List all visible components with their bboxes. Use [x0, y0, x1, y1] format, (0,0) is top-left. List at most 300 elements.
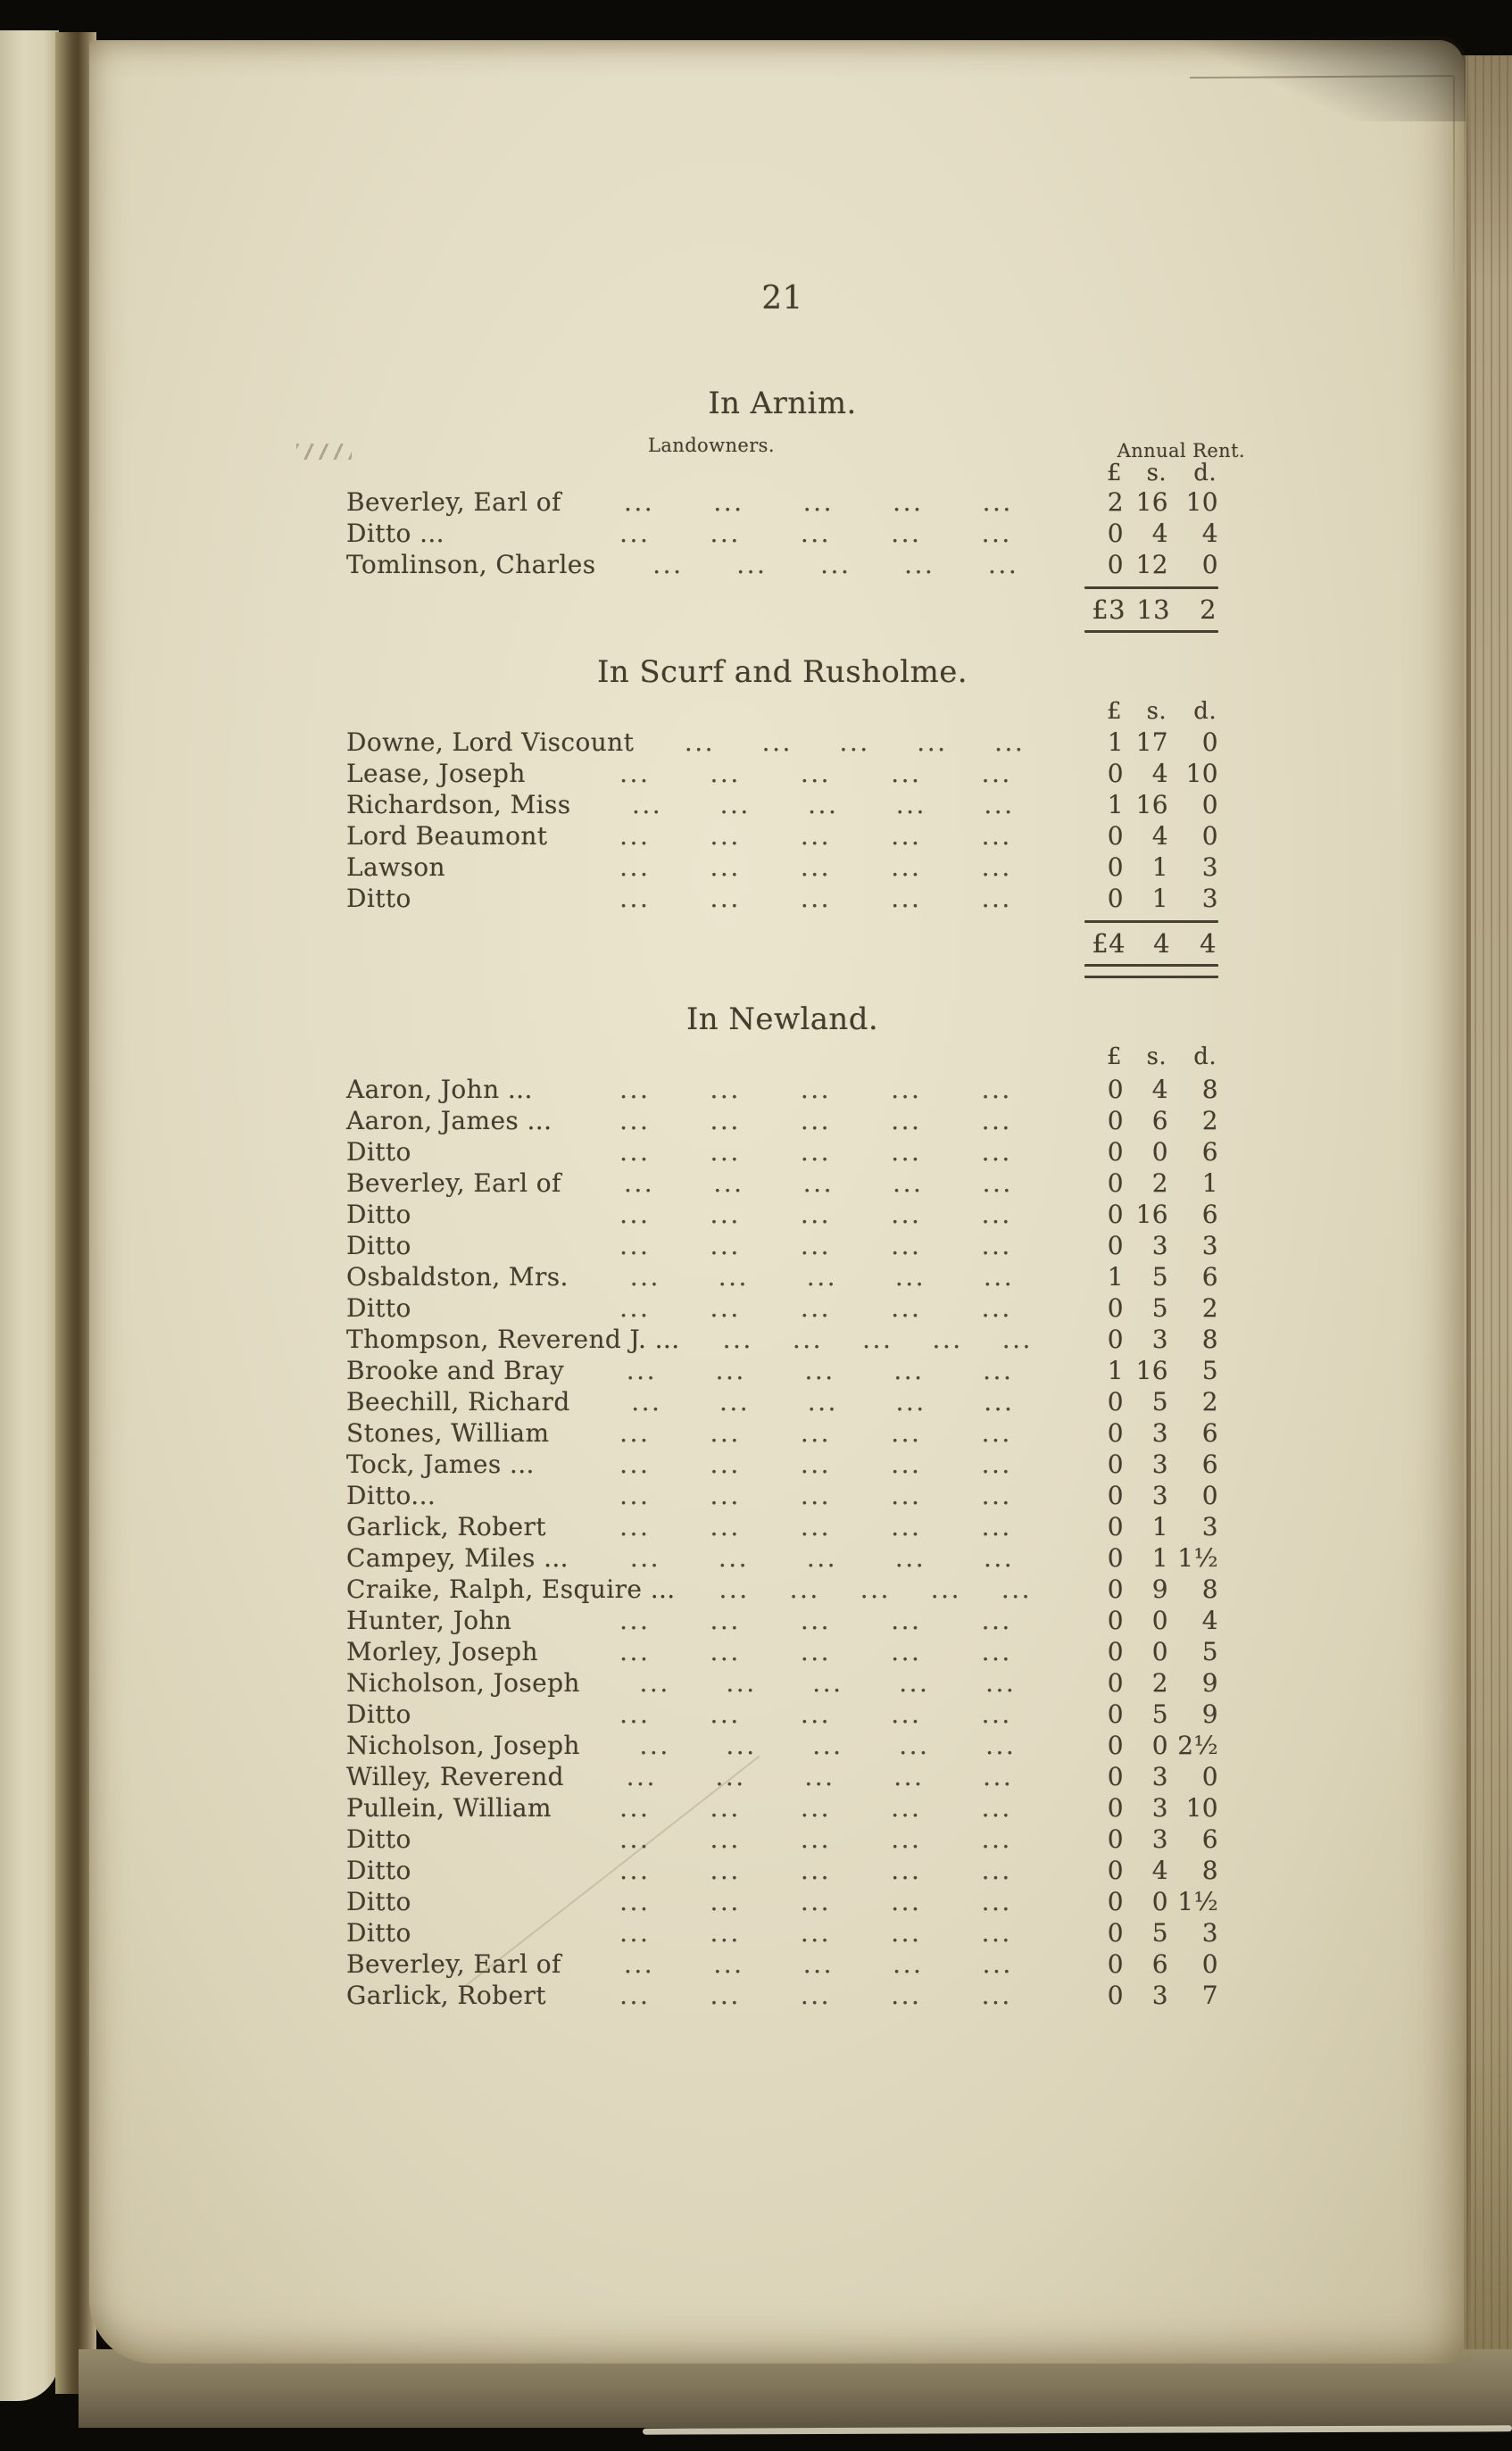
leader-dots: ... [983, 1543, 1015, 1573]
landowner-name: Beverley, Earl of [346, 487, 561, 517]
amount-shillings: 3 [1151, 1762, 1168, 1791]
amount-pence: 8 [1201, 1856, 1218, 1885]
amount-pounds: 0 [1107, 1887, 1124, 1916]
leader-dots: ... [800, 519, 832, 548]
section [346, 386, 1245, 633]
column-headers [346, 430, 1245, 461]
amount-shillings: 0 [1151, 1887, 1168, 1916]
amount-pounds: 0 [1107, 1075, 1124, 1104]
landowner-name: Pullein, William [346, 1793, 552, 1823]
amount-pounds: 0 [1107, 1637, 1124, 1666]
leader-dots: ... [619, 1512, 651, 1541]
leader-dots: ... [684, 727, 716, 757]
amount-pence: 10 [1185, 1793, 1218, 1823]
amount-pounds: 0 [1107, 1293, 1124, 1323]
leader-dots-group [556, 1824, 1086, 1855]
leader-dots: ... [619, 1637, 651, 1666]
leader-dots-group [556, 1605, 1086, 1636]
leader-dots: ... [894, 1543, 926, 1573]
leader-dots: ... [895, 1387, 926, 1417]
leader-dots: ... [800, 1481, 832, 1510]
leader-dots: ... [891, 519, 922, 548]
amount-pence: 9 [1201, 1699, 1218, 1729]
amount-shillings: 3 [1151, 1481, 1168, 1510]
amount-pounds: 0 [1107, 1981, 1124, 2010]
leader-dots: ... [619, 1793, 651, 1823]
landowner-name: Ditto ... [346, 519, 444, 548]
amount-pence: 1½ [1177, 1543, 1218, 1573]
leader-dots: ... [619, 1075, 651, 1104]
amount-pounds: 0 [1107, 1856, 1124, 1885]
leader-dots: ... [891, 1481, 922, 1510]
landowner-name: Ditto [346, 1293, 411, 1323]
leader-dots-group [556, 883, 1086, 914]
amount-pence: 1 [1201, 1168, 1218, 1198]
leader-dots-group [556, 1449, 1086, 1480]
leader-dots: ... [710, 1293, 741, 1323]
table-row [346, 1917, 1218, 1948]
leader-dots: ... [984, 1387, 1015, 1417]
leader-dots: ... [800, 1918, 832, 1948]
leader-dots: ... [710, 1887, 741, 1916]
leader-dots: ... [899, 1668, 930, 1698]
amount-pence: 3 [1201, 1918, 1218, 1948]
rent-amount [1086, 883, 1218, 914]
amount-pounds: 0 [1107, 1200, 1124, 1229]
table-row [346, 1511, 1218, 1542]
amount-pence: 3 [1201, 852, 1218, 882]
table-row [346, 1230, 1218, 1261]
rent-amount [1086, 1667, 1218, 1699]
rent-amount [1086, 1855, 1218, 1886]
pence-header: d. [1193, 1043, 1217, 1070]
total-rule-below [1084, 630, 1218, 633]
amount-pence: 8 [1201, 1574, 1218, 1604]
leader-dots: ... [619, 1450, 651, 1479]
amount-shillings: 6 [1151, 1949, 1168, 1979]
amount-pounds: 1 [1107, 790, 1124, 819]
amount-shillings: 4 [1151, 1856, 1168, 1885]
leader-dots: ... [710, 1137, 741, 1167]
amount-shillings: 4 [1151, 759, 1168, 788]
section-total-block [1084, 586, 1218, 633]
leader-dots: ... [626, 1762, 657, 1791]
rent-amount [1086, 1886, 1218, 1917]
leader-dots: ... [806, 1262, 837, 1292]
leader-dots: ... [710, 1856, 741, 1885]
leader-dots: ... [804, 1762, 835, 1791]
leader-dots: ... [623, 1168, 655, 1198]
leader-dots: ... [722, 1325, 753, 1354]
leader-dots: ... [893, 487, 924, 517]
leader-dots: ... [802, 487, 834, 517]
leader-dots-group [556, 758, 1086, 789]
amount-pounds: 2 [1107, 487, 1124, 517]
rent-amount [1086, 1699, 1218, 1730]
leader-dots: ... [891, 1075, 922, 1104]
leader-dots: ... [981, 1512, 1012, 1541]
landowner-name: Ditto [346, 1856, 411, 1885]
leader-dots: ... [994, 727, 1026, 757]
leader-dots-group [564, 1761, 1086, 1792]
table-row [346, 1667, 1218, 1699]
leader-dots-group [680, 1324, 1086, 1355]
leader-dots: ... [891, 1981, 922, 2010]
currency-header [346, 460, 1218, 486]
table-row [346, 758, 1218, 789]
amount-shillings: 16 [1135, 1200, 1168, 1229]
leader-dots-group [561, 1167, 1086, 1199]
table-row [346, 1167, 1218, 1199]
leader-dots: ... [629, 1262, 660, 1292]
leader-dots-group [556, 1105, 1086, 1136]
total-rule-above [1084, 586, 1218, 589]
amount-shillings: 5 [1151, 1387, 1168, 1417]
leader-dots: ... [718, 1262, 749, 1292]
leader-dots: ... [891, 1918, 922, 1948]
rent-amount [1086, 1605, 1218, 1636]
amount-shillings: 16 [1135, 487, 1168, 517]
leader-dots: ... [981, 852, 1012, 882]
leader-dots: ... [710, 1981, 741, 2010]
leader-dots: ... [710, 1699, 741, 1729]
amount-pence: 0 [1201, 550, 1218, 579]
amount-pounds: 0 [1107, 1450, 1124, 1479]
leader-dots: ... [981, 1106, 1012, 1135]
total-shillings: 13 [1136, 594, 1170, 625]
leader-dots: ... [917, 727, 948, 757]
amount-shillings: 5 [1151, 1293, 1168, 1323]
amount-pence: 10 [1185, 487, 1218, 517]
amount-pounds: 0 [1107, 1325, 1124, 1354]
amount-shillings: 5 [1151, 1918, 1168, 1948]
amount-shillings: 1 [1151, 852, 1168, 882]
leader-dots: ... [710, 852, 741, 882]
table-row [346, 1480, 1218, 1511]
leader-dots: ... [710, 1075, 741, 1104]
landowner-name: Nicholson, Joseph [346, 1731, 580, 1760]
leader-dots: ... [807, 1387, 838, 1417]
leader-dots-group [556, 518, 1086, 549]
leader-dots: ... [981, 1293, 1012, 1323]
amount-shillings: 6 [1151, 1106, 1168, 1135]
amount-pence: 6 [1201, 1418, 1218, 1448]
leader-dots: ... [1001, 1574, 1033, 1604]
leader-dots: ... [710, 821, 741, 851]
amount-shillings: 3 [1151, 1981, 1168, 2010]
amount-shillings: 9 [1151, 1574, 1168, 1604]
leader-dots: ... [710, 759, 741, 788]
leader-dots: ... [981, 1075, 1012, 1104]
leader-dots: ... [726, 1668, 757, 1698]
leader-dots-group [556, 1511, 1086, 1542]
total-shillings: 4 [1153, 928, 1170, 959]
page-number: 21 [761, 280, 803, 317]
leader-dots: ... [719, 1574, 750, 1604]
rent-amount [1086, 1167, 1218, 1199]
rent-amount [1086, 1199, 1218, 1230]
leader-dots: ... [726, 1731, 757, 1760]
leader-dots: ... [981, 1137, 1012, 1167]
leader-dots: ... [710, 1606, 741, 1635]
amount-pence: 6 [1201, 1450, 1218, 1479]
leader-dots: ... [800, 759, 832, 788]
amount-pence: 3 [1201, 1231, 1218, 1260]
amount-pence: 0 [1201, 821, 1218, 851]
leader-dots: ... [895, 790, 926, 819]
section [346, 1002, 1218, 2011]
leader-dots: ... [808, 790, 839, 819]
leader-dots: ... [713, 1949, 744, 1979]
leader-dots: ... [800, 1856, 832, 1885]
rows [346, 486, 1218, 580]
leader-dots: ... [623, 487, 655, 517]
leader-dots: ... [631, 1387, 662, 1417]
leader-dots: ... [800, 884, 832, 913]
rent-amount [1086, 758, 1218, 789]
landowner-name: Beechill, Richard [346, 1387, 570, 1417]
table-row [346, 1605, 1218, 1636]
shillings-header: s. [1146, 698, 1167, 725]
amount-shillings: 3 [1151, 1231, 1168, 1260]
amount-shillings: 4 [1151, 519, 1168, 548]
leader-dots: ... [619, 1137, 651, 1167]
landowner-name: Craike, Ralph, Esquire ... [346, 1574, 676, 1604]
amount-pence: 5 [1201, 1637, 1218, 1666]
rent-amount [1086, 852, 1218, 883]
total-rule-above [1084, 920, 1218, 923]
leader-dots: ... [639, 1731, 670, 1760]
leader-dots: ... [719, 1387, 751, 1417]
amount-pounds: 0 [1107, 1918, 1124, 1948]
amount-pence: 2 [1201, 1106, 1218, 1135]
leader-dots: ... [891, 1856, 922, 1885]
leader-dots: ... [710, 884, 741, 913]
landowner-name: Ditto... [346, 1481, 436, 1510]
amount-shillings: 0 [1151, 1637, 1168, 1666]
rent-amount [1086, 1636, 1218, 1667]
leader-dots: ... [984, 790, 1015, 819]
rent-amount [1086, 1511, 1218, 1542]
amount-shillings: 3 [1151, 1824, 1168, 1854]
amount-pence: 7 [1201, 1981, 1218, 2010]
landowners-column-header: Landowners. [648, 435, 775, 456]
leader-dots: ... [800, 1450, 832, 1479]
leader-dots: ... [619, 1231, 651, 1260]
leader-dots: ... [893, 1949, 924, 1979]
amount-shillings: 3 [1151, 1450, 1168, 1479]
amount-pounds: 1 [1107, 1262, 1124, 1292]
leader-dots: ... [800, 1699, 832, 1729]
leader-dots: ... [619, 821, 651, 851]
landowner-name: Ditto [346, 884, 411, 913]
leader-dots: ... [652, 550, 684, 579]
amount-shillings: 2 [1151, 1168, 1168, 1198]
leader-dots: ... [981, 759, 1012, 788]
table-row [346, 518, 1218, 549]
leader-dots: ... [800, 1512, 832, 1541]
leader-dots: ... [981, 1856, 1012, 1885]
landowner-name: Hunter, John [346, 1606, 512, 1635]
table-row [346, 1542, 1218, 1574]
landowner-name: Downe, Lord Viscount [346, 727, 635, 757]
leader-dots: ... [981, 884, 1012, 913]
amount-shillings: 2 [1151, 1668, 1168, 1698]
rent-amount [1086, 1730, 1218, 1761]
leader-dots: ... [713, 1168, 744, 1198]
leader-dots: ... [812, 1668, 843, 1698]
leader-dots: ... [802, 1949, 834, 1979]
currency-header [346, 698, 1218, 725]
amount-pounds: 0 [1107, 1481, 1124, 1510]
section-total [1084, 929, 1218, 958]
amount-shillings: 0 [1151, 1606, 1168, 1635]
leader-dots-group [580, 1667, 1086, 1699]
leader-dots: ... [619, 1200, 651, 1229]
amount-pounds: 0 [1107, 1512, 1124, 1541]
amount-pounds: 0 [1107, 1606, 1124, 1635]
leader-dots: ... [894, 1262, 926, 1292]
leader-dots: ... [710, 1200, 741, 1229]
leader-dots: ... [985, 1731, 1017, 1760]
landowner-name: Beverley, Earl of [346, 1949, 561, 1979]
leader-dots: ... [619, 1856, 651, 1885]
leader-dots: ... [891, 884, 922, 913]
leader-dots: ... [891, 1512, 922, 1541]
leader-dots-group [556, 1136, 1086, 1167]
sections [346, 386, 1245, 2011]
leader-dots: ... [619, 1981, 651, 2010]
leader-dots: ... [619, 852, 651, 882]
amount-shillings: 5 [1151, 1262, 1168, 1292]
leader-dots: ... [623, 1949, 655, 1979]
amount-pence: 4 [1201, 1606, 1218, 1635]
leader-dots: ... [736, 550, 768, 579]
table-row [346, 486, 1218, 518]
leader-dots: ... [891, 1137, 922, 1167]
leader-dots: ... [800, 1637, 832, 1666]
leader-dots: ... [983, 1762, 1014, 1791]
leader-dots: ... [981, 1637, 1012, 1666]
leader-dots: ... [806, 1543, 838, 1573]
leader-dots: ... [891, 1293, 922, 1323]
leader-dots-group [570, 1386, 1086, 1417]
table-row [346, 1886, 1218, 1917]
amount-shillings: 3 [1151, 1793, 1168, 1823]
table-row [346, 789, 1218, 820]
leader-dots: ... [893, 1762, 925, 1791]
amount-pounds: 0 [1107, 1699, 1124, 1729]
amount-pounds: 0 [1107, 1731, 1124, 1760]
rent-amount [1086, 1449, 1218, 1480]
landowner-name: Ditto [346, 1699, 411, 1729]
table-row [346, 1199, 1218, 1230]
pound-header: £ [1107, 460, 1122, 486]
leader-dots-group [556, 1886, 1086, 1917]
leader-dots-group [556, 1980, 1086, 2011]
total-rule-below [1084, 964, 1218, 978]
leader-dots: ... [981, 1231, 1012, 1260]
leader-dots: ... [619, 884, 651, 913]
table-row [346, 1449, 1218, 1480]
amount-pounds: 0 [1107, 884, 1124, 913]
rent-amount [1086, 1324, 1218, 1355]
leader-dots-group [561, 1948, 1086, 1980]
leader-dots: ... [800, 1824, 832, 1854]
amount-pounds: 0 [1107, 1168, 1124, 1198]
shillings-header: s. [1146, 1043, 1167, 1070]
leader-dots: ... [619, 1824, 651, 1854]
rent-amount [1086, 1824, 1218, 1855]
amount-pounds: 0 [1107, 1762, 1124, 1791]
rent-amount [1086, 486, 1218, 518]
amount-pounds: 1 [1107, 1356, 1124, 1385]
landowner-name: Ditto [346, 1887, 411, 1916]
amount-pence: 6 [1201, 1262, 1218, 1292]
table-row [346, 1699, 1218, 1730]
landowner-name: Tomlinson, Charles [346, 550, 596, 579]
leader-dots: ... [619, 1699, 651, 1729]
rent-amount [1086, 1761, 1218, 1792]
leader-dots: ... [891, 1824, 922, 1854]
leader-dots-group [676, 1574, 1086, 1605]
amount-pence: 4 [1201, 519, 1218, 548]
rent-amount [1086, 1136, 1218, 1167]
table-row [346, 1417, 1218, 1449]
leader-dots: ... [981, 1418, 1012, 1448]
rent-amount [1086, 1386, 1218, 1417]
leader-dots: ... [983, 1262, 1015, 1292]
table-row [346, 1355, 1218, 1386]
leader-dots: ... [981, 1918, 1012, 1948]
landowner-name: Richardson, Miss [346, 790, 571, 819]
leader-dots: ... [981, 1887, 1012, 1916]
currency-header [346, 1043, 1218, 1070]
rent-amount [1086, 1948, 1218, 1980]
leader-dots: ... [800, 1887, 832, 1916]
landowner-name: Garlick, Robert [346, 1512, 546, 1541]
leader-dots: ... [1001, 1325, 1033, 1354]
amount-pence: 2 [1201, 1293, 1218, 1323]
amount-shillings: 4 [1151, 1075, 1168, 1104]
pence-header: d. [1193, 460, 1217, 486]
amount-shillings: 3 [1151, 1325, 1168, 1354]
amount-pence: 6 [1201, 1824, 1218, 1854]
leader-dots: ... [710, 1231, 741, 1260]
leader-dots: ... [710, 1793, 741, 1823]
pence-header: d. [1193, 698, 1217, 725]
rent-amount [1086, 1480, 1218, 1511]
amount-pence: 0 [1201, 1481, 1218, 1510]
leader-dots: ... [800, 1231, 832, 1260]
page-fold-line [1453, 76, 1455, 299]
leader-dots: ... [626, 1356, 657, 1385]
table-row [346, 1855, 1218, 1886]
table-row [346, 1824, 1218, 1855]
leader-dots: ... [710, 519, 741, 548]
leader-dots: ... [631, 790, 663, 819]
rent-amount [1086, 727, 1218, 758]
leader-dots-group [569, 1261, 1086, 1292]
leader-dots: ... [710, 1481, 741, 1510]
rent-amount [1086, 1917, 1218, 1948]
landowner-name: Aaron, James ... [346, 1106, 552, 1135]
landowner-name: Ditto [346, 1231, 411, 1260]
rent-amount [1086, 1074, 1218, 1105]
leader-dots: ... [981, 1824, 1012, 1854]
leader-dots: ... [839, 727, 870, 757]
section-total-block [1084, 920, 1218, 978]
